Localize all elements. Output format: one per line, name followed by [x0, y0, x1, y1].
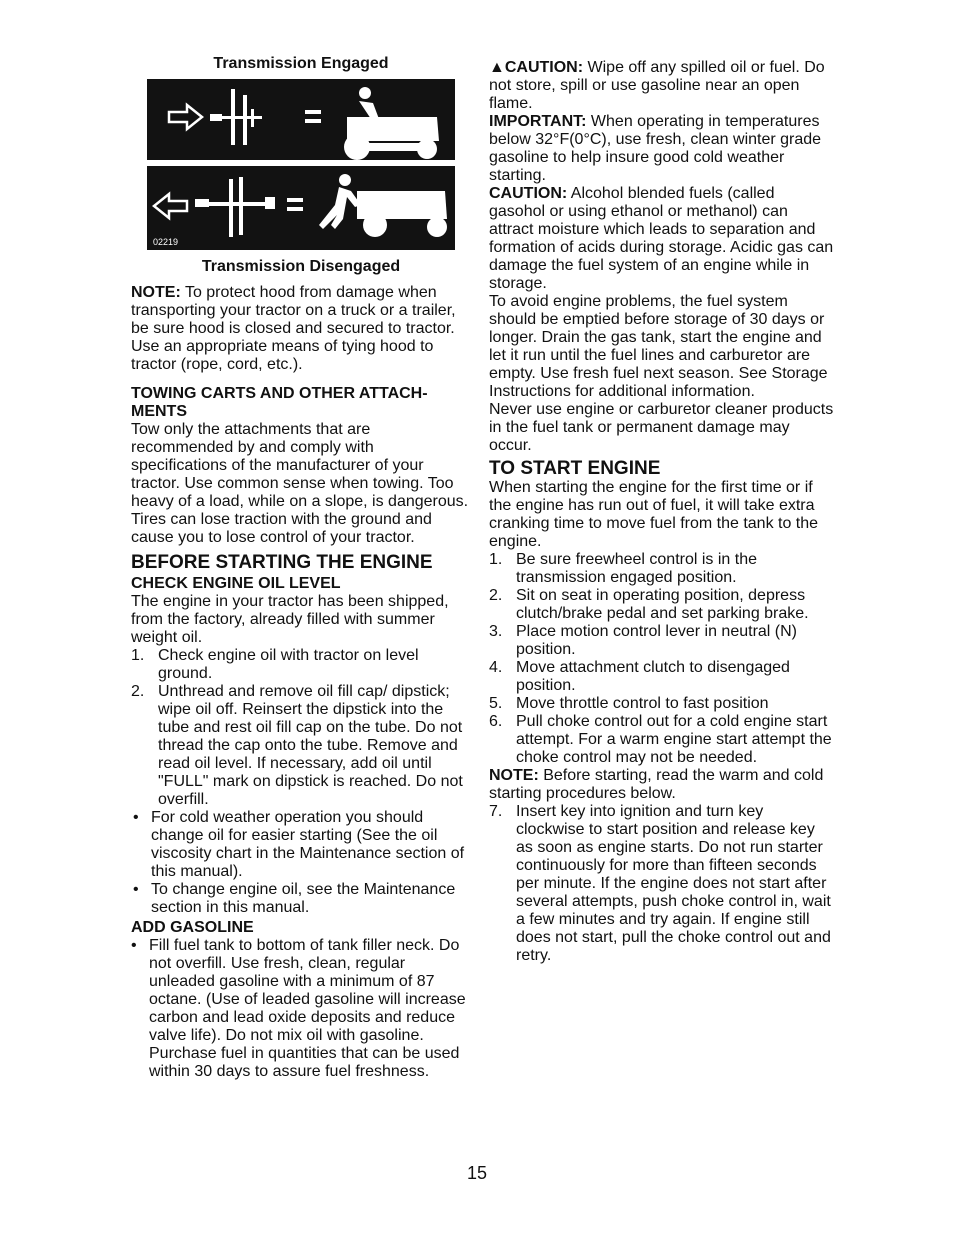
towing-text: Tow only the attachments that are recommended by and comply with specifications of the manufacturer of your tractor. Use common sense when towing. Too heavy of a load, while on a slope, is dangerous. Tires can lose traction with the ground and cause you to lose control of your tractor. [131, 421, 469, 546]
important-label: IMPORTANT: [489, 113, 587, 130]
transmission-diagram [147, 79, 455, 250]
towing-heading: TOWING CARTS AND OTHER ATTACH-MENTS [131, 385, 428, 420]
storage-text: To avoid engine problems, the fuel system should be emptied before storage of 30 days or longer. Drain the gas tank, start the engine and let it run until the fuel lines and carburetor are empty. Use fresh fuel next season. See Storage Instructions for additional information. [489, 293, 828, 400]
list-item: 4. Move attachment clutch to disengaged position. [489, 659, 790, 694]
left-column [131, 284, 471, 1081]
start-note: NOTE: Before starting, read the warm and cold starting procedures below. [489, 767, 824, 802]
list-item: 1. Be sure freewheel control is in the transmission engaged position. [489, 551, 758, 586]
note-label: NOTE: [131, 284, 181, 301]
oil-intro-text: The engine in your tractor has been shipped, from the factory, already filled with summer weight oil. [131, 593, 449, 646]
gas-bullets-list [131, 937, 471, 1081]
caution-spill: ▲CAUTION: Wipe off any spilled oil or fuel. Do not store, spill or use gasoline near an open flame. [489, 59, 825, 112]
list-item: 2. Sit on seat in operating position, depress clutch/brake pedal and set parking brake. [489, 587, 809, 622]
start-intro-text: When starting the engine for the first time or if the engine has run out of fuel, it will take extra cranking time to move fuel from the tank to the engine. [489, 479, 819, 550]
start-steps-list [489, 551, 834, 767]
important-note: IMPORTANT: When operating in temperatures below 32°F(0°C), use fresh, clean winter grade gasoline to help insure good cold weather starting. [489, 113, 822, 184]
list-item: 2. Unthread and remove oil fill cap/ dipstick; wipe oil off. Reinsert the dipstick into the tube and rest oil fill cap on the tube. Do not thread the cap onto the tube. Remove and read oil level. If necessary, add oil until "FULL" mark on dipstick is reached. Do not overfill. [131, 683, 463, 808]
figure-caption-engaged: Transmission Engaged [213, 55, 389, 72]
add-gasoline-heading: ADD GASOLINE [131, 919, 254, 936]
figure-code: 02219 [153, 237, 179, 247]
warning-triangle-icon: ▲ [489, 59, 505, 76]
never-cleaner-text: Never use engine or carburetor cleaner products in the fuel tank or permanent damage may occur. [489, 401, 834, 454]
list-item: • Fill fuel tank to bottom of tank filler neck. Do not overfill. Use fresh, clean, regular unleaded gasoline with a minimum of 87 octane. (Use of leaded gasoline will increase carbon and lead oxide deposits and reduce valve life). Do not mix oil with gasoline. Purchase fuel in quantities that can be used within 30 days to assure fuel freshness. [131, 937, 466, 1080]
caution-label: ▲CAUTION: [489, 59, 584, 76]
page-number: 15 [466, 1163, 488, 1183]
list-item: 1. Check engine oil with tractor on level ground. [131, 647, 419, 682]
to-start-engine-heading: TO START ENGINE [489, 458, 661, 479]
hood-note [131, 284, 471, 374]
caution-alcohol: CAUTION: Alcohol blended fuels (called gasohol or using ethanol or methanol) can attract moisture which leads to separation and formation of acids during storage. Acidic gas can damage the fuel system of an engine while in storage. [489, 185, 834, 292]
list-item: 5. Move throttle control to fast position [489, 695, 769, 712]
before-starting-heading: BEFORE STARTING THE ENGINE [131, 552, 433, 573]
figure-caption-disengaged: Transmission Disengaged [201, 258, 401, 275]
right-column [489, 59, 834, 965]
caution-label-2: CAUTION: [489, 185, 568, 202]
list-item: • To change engine oil, see the Maintenance section in this manual. [133, 881, 456, 916]
note-label-2: NOTE: [489, 767, 539, 784]
transmission-figure [147, 79, 455, 250]
list-item: 6. Pull choke control out for a cold engine start attempt. For a warm engine start attempt the choke control may not be needed. [489, 713, 832, 766]
list-item: 7. Insert key into ignition and turn key clockwise to start position and release key as soon as engine starts. Do not run starter continuously for more than fifteen seconds per minute. If the engine does not start after several attempts, push choke control in, wait a few minutes and try again. If engine still does not start, pull the choke control out and retry. [489, 803, 831, 964]
start-step7-list [489, 803, 834, 965]
check-oil-heading: CHECK ENGINE OIL LEVEL [131, 575, 341, 592]
list-item: • For cold weather operation you should change oil for easier starting (See the oil viscosity chart in the Maintenance section of this manual). [133, 809, 465, 880]
list-item: 3. Place motion control lever in neutral (N) position. [489, 623, 798, 658]
note-text: To protect hood from damage when transporting your tractor on a truck or a trailer, be sure hood is closed and secured to tractor. Use an appropriate means of tying hood to tractor (rope, cord, etc.). [131, 284, 456, 373]
oil-steps-list [131, 647, 471, 809]
oil-bullets-list [131, 809, 471, 917]
